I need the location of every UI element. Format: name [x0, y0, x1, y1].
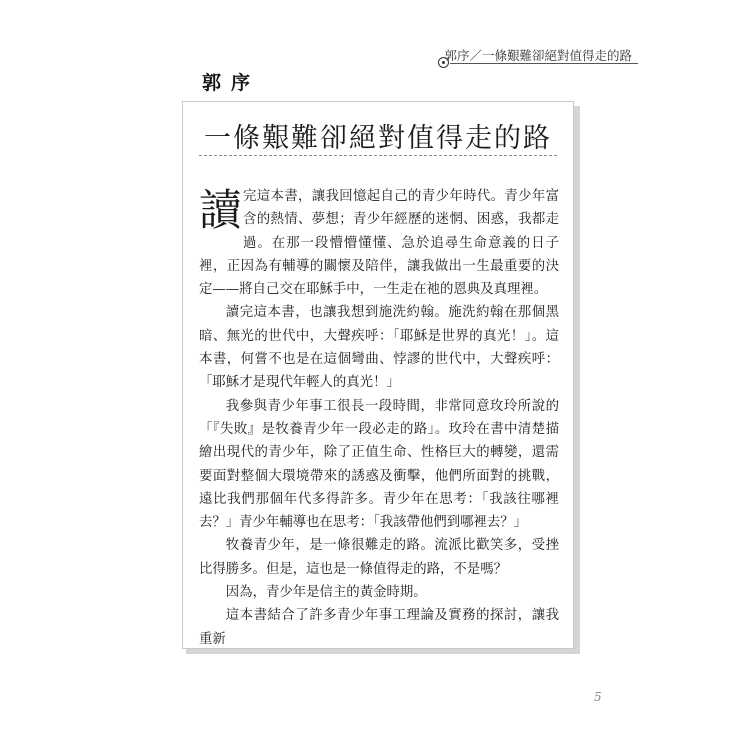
dashed-divider [199, 155, 557, 156]
paragraph-1 [199, 185, 559, 301]
paragraph-3: 我參與青少年事工很長一段時間，非常同意玫玲所說的「『失敗』是牧養青少年一段必走的路」。玫玲在書中清楚描繪出現代的青少年，除了正值生命、性格巨大的轉變，還需要面對整個大環境帶來的誘惑及衝擊，他們所面對的挑戰，遠比我們那個年代多得許多。青少年在思考：「我該往哪裡去？」青少年輔導也在思考：「我該帶他們到哪裡去？」 [199, 398, 559, 531]
paragraph-2: 讀完這本書，也讓我想到施洗約翰。施洗約翰在那個黑暗、無光的世代中，大聲疾呼：「耶穌是世界的真光！」。這本書，何嘗不也是在這個彎曲、悖謬的世代中，大聲疾呼：「耶穌才是現代年輕人的真光！」 [199, 305, 559, 391]
paragraph-6: 這本書結合了許多青少年事工理論及實務的探討，讓我重新 [199, 608, 559, 647]
card-body [199, 185, 559, 651]
page-number: 5 [594, 690, 602, 704]
paragraph-5: 因為，青少年是信主的黃金時期。 [225, 585, 427, 601]
paragraph-1-text: 完這本書，讓我回憶起自己的青少年時代。青少年富含的熱情、夢想；青少年經歷的迷惘、困惑，我都走過。在那一段懵懵懂懂、急於追尋生命意義的日子裡，正因為有輔導的關懷及陪伴，讓我做出一生最重要的決定——將自己交在耶穌手中，一生走在祂的恩典及真理裡。 [199, 189, 559, 298]
section-heading: 郭序 [202, 72, 261, 94]
dropcap: 讀 [199, 186, 242, 236]
preface-card [182, 101, 574, 649]
running-head-text: 郭序／一條艱難卻絕對值得走的路 [444, 48, 632, 63]
paragraph-4: 牧養青少年，是一條很難走的路。流派比歡笑多，受挫比得勝多。但是，這也是一條值得走的路，不是嗎？ [199, 538, 559, 577]
running-head [438, 46, 638, 68]
card-title: 一條艱難卻絕對值得走的路 [204, 123, 552, 154]
